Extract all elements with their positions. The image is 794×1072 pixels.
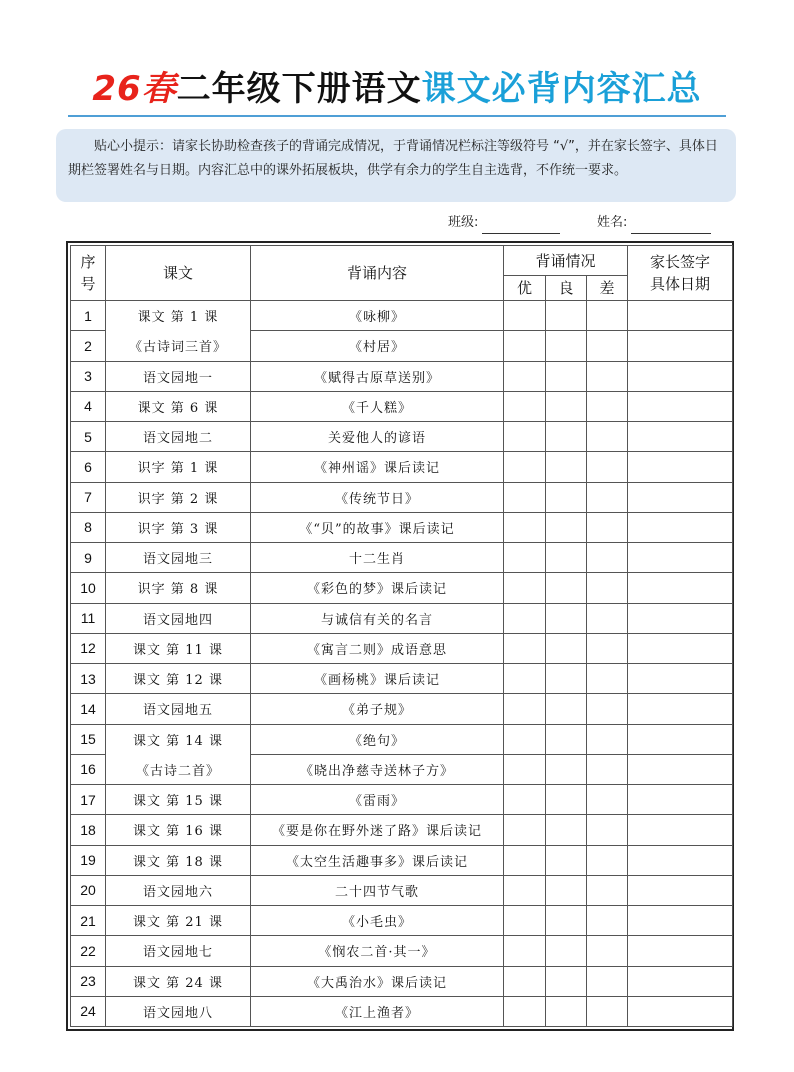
poor-mark-cell[interactable] bbox=[587, 724, 628, 754]
sign-date-cell[interactable] bbox=[628, 754, 733, 784]
lesson-cell: 语文园地一 bbox=[106, 361, 251, 391]
lesson-cell: 课文 第 18 课 bbox=[106, 845, 251, 875]
content-cell: 《绝句》 bbox=[251, 724, 504, 754]
fine-mark-cell[interactable] bbox=[546, 452, 587, 482]
sign-date-cell[interactable] bbox=[628, 785, 733, 815]
poor-mark-cell[interactable] bbox=[587, 512, 628, 542]
poor-mark-cell[interactable] bbox=[587, 331, 628, 361]
poor-mark-cell[interactable] bbox=[587, 875, 628, 905]
sign-date-cell[interactable] bbox=[628, 301, 733, 331]
row-number: 13 bbox=[71, 664, 106, 694]
content-cell: 《太空生活趣事多》课后读记 bbox=[251, 845, 504, 875]
content-cell: 《雷雨》 bbox=[251, 785, 504, 815]
lesson-cell: 课文 第 15 课 bbox=[106, 785, 251, 815]
fine-mark-cell[interactable] bbox=[546, 603, 587, 633]
fine-mark-cell[interactable] bbox=[546, 996, 587, 1026]
row-number: 11 bbox=[71, 603, 106, 633]
table-row bbox=[71, 301, 733, 331]
good-mark-cell[interactable] bbox=[504, 391, 546, 421]
header-sign-bottom: 具体日期 bbox=[650, 275, 711, 293]
class-field[interactable] bbox=[448, 212, 560, 234]
lesson-cell: 语文园地八 bbox=[106, 996, 251, 1026]
table-row bbox=[71, 361, 733, 391]
good-mark-cell[interactable] bbox=[504, 906, 546, 936]
content-cell: 《“贝”的故事》课后读记 bbox=[251, 512, 504, 542]
sign-date-cell[interactable] bbox=[628, 996, 733, 1026]
row-number: 14 bbox=[71, 694, 106, 724]
table-row bbox=[71, 543, 733, 573]
row-number: 3 bbox=[71, 361, 106, 391]
name-label: 姓名: bbox=[597, 215, 628, 230]
lesson-cell: 语文园地二 bbox=[106, 422, 251, 452]
table-row bbox=[71, 633, 733, 663]
header-index-top: 序 bbox=[80, 253, 96, 271]
good-mark-cell[interactable] bbox=[504, 331, 546, 361]
row-number: 9 bbox=[71, 543, 106, 573]
sign-date-cell[interactable] bbox=[628, 422, 733, 452]
sign-date-cell[interactable] bbox=[628, 694, 733, 724]
table-row bbox=[71, 512, 733, 542]
table-row bbox=[71, 996, 733, 1026]
row-number: 21 bbox=[71, 906, 106, 936]
sign-date-cell[interactable] bbox=[628, 664, 733, 694]
row-number: 22 bbox=[71, 936, 106, 966]
lesson-cell: 课文 第 24 课 bbox=[106, 966, 251, 996]
good-mark-cell[interactable] bbox=[504, 966, 546, 996]
good-mark-cell[interactable] bbox=[504, 543, 546, 573]
row-number: 18 bbox=[71, 815, 106, 845]
poor-mark-cell[interactable] bbox=[587, 543, 628, 573]
good-mark-cell[interactable] bbox=[504, 301, 546, 331]
poor-mark-cell[interactable] bbox=[587, 361, 628, 391]
good-mark-cell[interactable] bbox=[504, 724, 546, 754]
sign-date-cell[interactable] bbox=[628, 906, 733, 936]
table-row bbox=[71, 422, 733, 452]
sign-date-cell[interactable] bbox=[628, 603, 733, 633]
poor-mark-cell[interactable] bbox=[587, 633, 628, 663]
sign-date-cell[interactable] bbox=[628, 452, 733, 482]
lesson-cell: 课文 第 6 课 bbox=[106, 391, 251, 421]
lesson-cell: 识字 第 8 课 bbox=[106, 573, 251, 603]
content-cell: 关爱他人的谚语 bbox=[251, 422, 504, 452]
lesson-cell: 识字 第 1 课 bbox=[106, 452, 251, 482]
page-title bbox=[0, 66, 794, 112]
content-cell: 《晓出净慈寺送林子方》 bbox=[251, 754, 504, 784]
content-cell: 《传统节日》 bbox=[251, 482, 504, 512]
header-lesson: 课文 bbox=[106, 246, 251, 301]
sign-date-cell[interactable] bbox=[628, 391, 733, 421]
title-subject: 课文必背内容汇总 bbox=[421, 69, 702, 109]
fine-mark-cell[interactable] bbox=[546, 754, 587, 784]
lesson-text: 课文 第 1 课 bbox=[137, 310, 219, 326]
fine-mark-cell[interactable] bbox=[546, 845, 587, 875]
table-row bbox=[71, 573, 733, 603]
poor-mark-cell[interactable] bbox=[587, 664, 628, 694]
row-number: 19 bbox=[71, 845, 106, 875]
good-mark-cell[interactable] bbox=[504, 633, 546, 663]
content-cell: 二十四节气歌 bbox=[251, 875, 504, 905]
fine-mark-cell[interactable] bbox=[546, 512, 587, 542]
row-number: 7 bbox=[71, 482, 106, 512]
fine-mark-cell[interactable] bbox=[546, 936, 587, 966]
poor-mark-cell[interactable] bbox=[587, 603, 628, 633]
content-cell: 《画杨桃》课后读记 bbox=[251, 664, 504, 694]
table-row bbox=[71, 452, 733, 482]
table-row bbox=[71, 815, 733, 845]
table-row bbox=[71, 966, 733, 996]
table-row bbox=[71, 906, 733, 936]
lesson-cell: 课文 第 11 课 bbox=[106, 633, 251, 663]
table-row bbox=[71, 724, 733, 754]
lesson-cell: 课文 第 12 课 bbox=[106, 664, 251, 694]
content-cell: 《江上渔者》 bbox=[251, 996, 504, 1026]
content-cell: 《彩色的梦》课后读记 bbox=[251, 573, 504, 603]
sign-date-cell[interactable] bbox=[628, 573, 733, 603]
fine-mark-cell[interactable] bbox=[546, 331, 587, 361]
name-field[interactable] bbox=[597, 212, 711, 234]
name-blank[interactable] bbox=[631, 217, 711, 234]
row-number: 2 bbox=[71, 331, 106, 361]
sign-date-cell[interactable] bbox=[628, 543, 733, 573]
good-mark-cell[interactable] bbox=[504, 754, 546, 784]
fine-mark-cell[interactable] bbox=[546, 301, 587, 331]
sign-date-cell[interactable] bbox=[628, 361, 733, 391]
poor-mark-cell[interactable] bbox=[587, 754, 628, 784]
table-row bbox=[71, 664, 733, 694]
content-cell: 《大禹治水》课后读记 bbox=[251, 966, 504, 996]
sign-date-cell[interactable] bbox=[628, 512, 733, 542]
fine-mark-cell[interactable] bbox=[546, 815, 587, 845]
good-mark-cell[interactable] bbox=[504, 694, 546, 724]
content-cell: 《小毛虫》 bbox=[251, 906, 504, 936]
good-mark-cell[interactable] bbox=[504, 875, 546, 905]
recitation-table bbox=[70, 245, 733, 1027]
fine-mark-cell[interactable] bbox=[546, 966, 587, 996]
poor-mark-cell[interactable] bbox=[587, 694, 628, 724]
lesson-cell: 语文园地四 bbox=[106, 603, 251, 633]
content-cell: 《要是你在野外迷了路》课后读记 bbox=[251, 815, 504, 845]
good-mark-cell[interactable] bbox=[504, 996, 546, 1026]
fine-mark-cell[interactable] bbox=[546, 694, 587, 724]
lesson-cell: 语文园地五 bbox=[106, 694, 251, 724]
lesson-cell: 课文 第 21 课 bbox=[106, 906, 251, 936]
row-number: 16 bbox=[71, 754, 106, 784]
content-cell: 《村居》 bbox=[251, 331, 504, 361]
tip-box bbox=[56, 129, 736, 202]
good-mark-cell[interactable] bbox=[504, 603, 546, 633]
tip-text: 贴心小提示：请家长协助检查孩子的背诵完成情况，于背诵情况栏标注等级符号 “√”，并在家长签字、具体日期栏签署姓名与日期。内容汇总中的课外拓展板块，供学有余力的学生自主选背，不作统一要求。 bbox=[68, 139, 718, 178]
fine-mark-cell[interactable] bbox=[546, 785, 587, 815]
poor-mark-cell[interactable] bbox=[587, 482, 628, 512]
lesson-cell bbox=[106, 301, 251, 362]
row-number: 5 bbox=[71, 422, 106, 452]
fine-mark-cell[interactable] bbox=[546, 391, 587, 421]
lesson-cell bbox=[106, 724, 251, 785]
sign-date-cell[interactable] bbox=[628, 936, 733, 966]
title-underline bbox=[68, 115, 726, 117]
class-label: 班级: bbox=[448, 215, 479, 230]
poor-mark-cell[interactable] bbox=[587, 785, 628, 815]
fine-mark-cell[interactable] bbox=[546, 633, 587, 663]
fine-mark-cell[interactable] bbox=[546, 875, 587, 905]
lesson-text: 《古诗二首》 bbox=[135, 763, 220, 779]
fine-mark-cell[interactable] bbox=[546, 482, 587, 512]
good-mark-cell[interactable] bbox=[504, 573, 546, 603]
content-cell: 《弟子规》 bbox=[251, 694, 504, 724]
poor-mark-cell[interactable] bbox=[587, 936, 628, 966]
good-mark-cell[interactable] bbox=[504, 422, 546, 452]
content-cell: 《悯农二首·其一》 bbox=[251, 936, 504, 966]
header-fine: 良 bbox=[546, 276, 587, 301]
fine-mark-cell[interactable] bbox=[546, 724, 587, 754]
lesson-cell: 语文园地七 bbox=[106, 936, 251, 966]
poor-mark-cell[interactable] bbox=[587, 845, 628, 875]
poor-mark-cell[interactable] bbox=[587, 996, 628, 1026]
good-mark-cell[interactable] bbox=[504, 936, 546, 966]
poor-mark-cell[interactable] bbox=[587, 301, 628, 331]
lesson-cell: 语文园地六 bbox=[106, 875, 251, 905]
poor-mark-cell[interactable] bbox=[587, 966, 628, 996]
header-content: 背诵内容 bbox=[251, 246, 504, 301]
good-mark-cell[interactable] bbox=[504, 664, 546, 694]
sign-date-cell[interactable] bbox=[628, 875, 733, 905]
lesson-cell: 识字 第 3 课 bbox=[106, 512, 251, 542]
header-index-bottom: 号 bbox=[80, 275, 96, 293]
row-number: 4 bbox=[71, 391, 106, 421]
row-number: 17 bbox=[71, 785, 106, 815]
row-number: 20 bbox=[71, 875, 106, 905]
row-number: 24 bbox=[71, 996, 106, 1026]
good-mark-cell[interactable] bbox=[504, 845, 546, 875]
poor-mark-cell[interactable] bbox=[587, 815, 628, 845]
table-row bbox=[71, 482, 733, 512]
good-mark-cell[interactable] bbox=[504, 452, 546, 482]
lesson-text: 课文 第 14 课 bbox=[133, 733, 223, 749]
recitation-table-frame bbox=[66, 241, 734, 1031]
row-number: 8 bbox=[71, 512, 106, 542]
row-number: 15 bbox=[71, 724, 106, 754]
poor-mark-cell[interactable] bbox=[587, 906, 628, 936]
fine-mark-cell[interactable] bbox=[546, 573, 587, 603]
good-mark-cell[interactable] bbox=[504, 482, 546, 512]
sign-date-cell[interactable] bbox=[628, 482, 733, 512]
good-mark-cell[interactable] bbox=[504, 815, 546, 845]
table-row bbox=[71, 845, 733, 875]
table-row bbox=[71, 694, 733, 724]
content-cell: 《咏柳》 bbox=[251, 301, 504, 331]
poor-mark-cell[interactable] bbox=[587, 422, 628, 452]
title-term: 26春 bbox=[92, 69, 177, 109]
lesson-cell: 语文园地三 bbox=[106, 543, 251, 573]
fine-mark-cell[interactable] bbox=[546, 543, 587, 573]
title-grade: 二年级下册语文 bbox=[176, 69, 422, 109]
table-row bbox=[71, 936, 733, 966]
fine-mark-cell[interactable] bbox=[546, 906, 587, 936]
row-number: 10 bbox=[71, 573, 106, 603]
header-sign-top: 家长签字 bbox=[650, 253, 711, 271]
content-cell: 《千人糕》 bbox=[251, 391, 504, 421]
row-number: 23 bbox=[71, 966, 106, 996]
content-cell: 《神州谣》课后读记 bbox=[251, 452, 504, 482]
sign-date-cell[interactable] bbox=[628, 724, 733, 754]
header-sign bbox=[628, 246, 733, 301]
header-good: 优 bbox=[504, 276, 546, 301]
class-blank[interactable] bbox=[482, 217, 560, 234]
row-number: 6 bbox=[71, 452, 106, 482]
lesson-cell: 课文 第 16 课 bbox=[106, 815, 251, 845]
table-row bbox=[71, 785, 733, 815]
content-cell: 《赋得古原草送别》 bbox=[251, 361, 504, 391]
sign-date-cell[interactable] bbox=[628, 633, 733, 663]
fine-mark-cell[interactable] bbox=[546, 422, 587, 452]
content-cell: 十二生肖 bbox=[251, 543, 504, 573]
lesson-cell: 识字 第 2 课 bbox=[106, 482, 251, 512]
header-poor: 差 bbox=[587, 276, 628, 301]
poor-mark-cell[interactable] bbox=[587, 391, 628, 421]
sign-date-cell[interactable] bbox=[628, 845, 733, 875]
good-mark-cell[interactable] bbox=[504, 512, 546, 542]
fine-mark-cell[interactable] bbox=[546, 664, 587, 694]
sign-date-cell[interactable] bbox=[628, 966, 733, 996]
content-cell: 《寓言二则》成语意思 bbox=[251, 633, 504, 663]
table-row bbox=[71, 875, 733, 905]
fine-mark-cell[interactable] bbox=[546, 361, 587, 391]
good-mark-cell[interactable] bbox=[504, 785, 546, 815]
content-cell: 与诚信有关的名言 bbox=[251, 603, 504, 633]
poor-mark-cell[interactable] bbox=[587, 573, 628, 603]
sign-date-cell[interactable] bbox=[628, 331, 733, 361]
header-status: 背诵情况 bbox=[504, 246, 628, 276]
poor-mark-cell[interactable] bbox=[587, 452, 628, 482]
good-mark-cell[interactable] bbox=[504, 361, 546, 391]
sign-date-cell[interactable] bbox=[628, 815, 733, 845]
table-row bbox=[71, 391, 733, 421]
row-number: 12 bbox=[71, 633, 106, 663]
table-row bbox=[71, 603, 733, 633]
row-number: 1 bbox=[71, 301, 106, 331]
lesson-text: 《古诗词三首》 bbox=[128, 340, 227, 356]
header-index bbox=[71, 246, 106, 301]
